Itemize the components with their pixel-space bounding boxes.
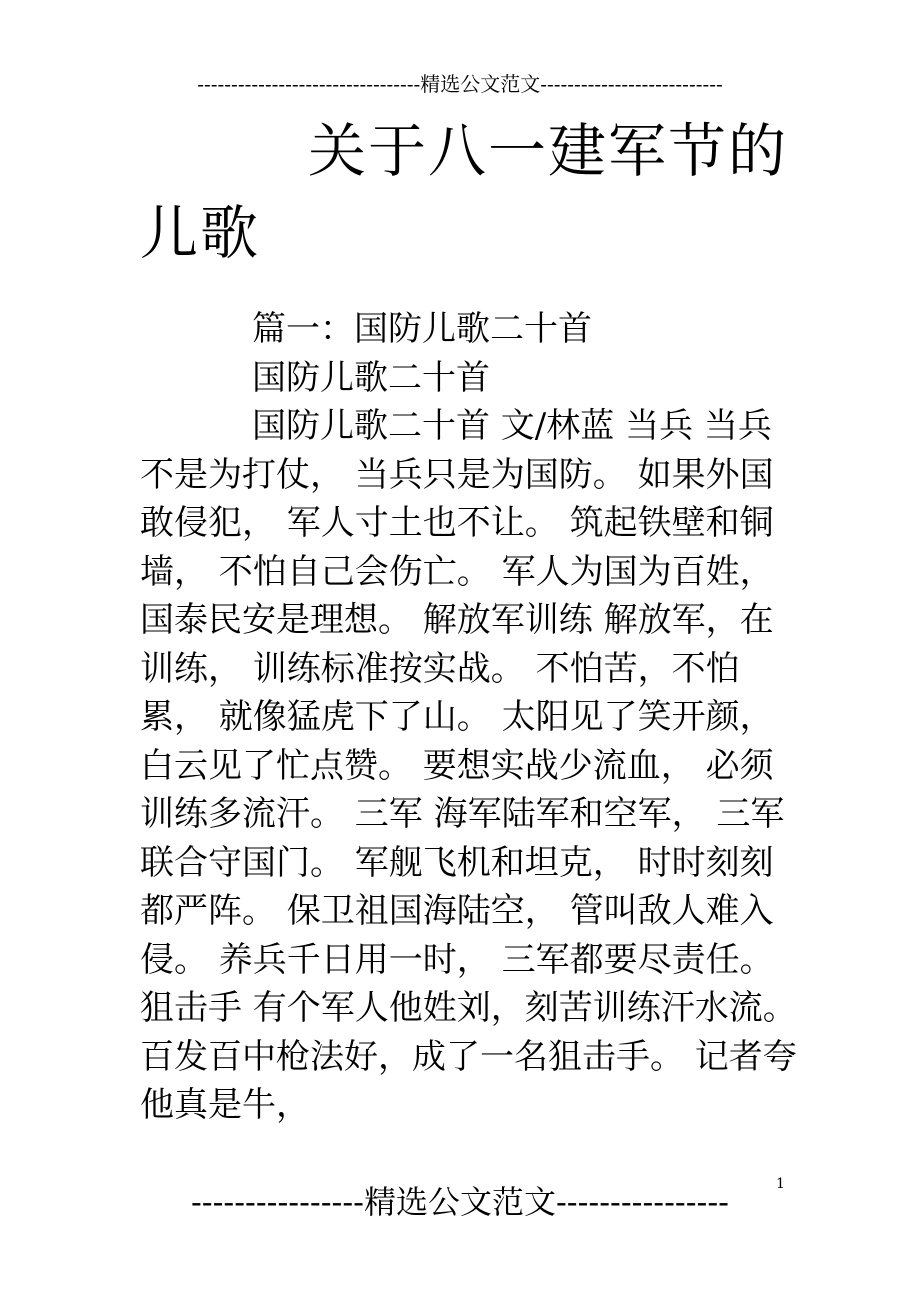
section-heading: 篇一：国防儿歌二十首 [252,309,592,349]
document-body [140,305,800,1130]
body-paragraph: 国防儿歌二十首 文/林蓝 当兵 当兵不是为打仗， 当兵只是为国防。 如果外国敢侵犯， 军人寸土也不让。 筑起铁壁和铜墙， 不怕自己会伤亡。 军人为国为百姓， 国泰民安是理想。 解放军训练 解放军，在训练， 训练标准按实战。 不怕苦，不怕累， 就像猛虎下了山。 太阳见了笑开颜， 白云见了忙点赞。 要想实战少流血， 必须训练多流汗。 三军 海军陆军和空军， 三军联合守国门。 军舰飞机和坦克， 时时刻刻都严阵。 保卫祖国海陆空， 管叫敌人难入侵。 养兵千日用一时， 三军都要尽责任。 狙击手 有个军人他姓刘，刻苦训练汗水流。 百发百中枪法好，成了一名狙击手。 记者夸他真是牛， [140,406,797,1125]
page-header: ---------------------------------精选公文范文--------------------------- [197,72,723,96]
page-footer: ----------------精选公文范文---------------- [190,1183,729,1221]
subsection-heading: 国防儿歌二十首 [252,357,490,398]
page-number: 1 [776,1176,785,1192]
document-title: 关于八一建军节的儿歌 [140,117,789,267]
